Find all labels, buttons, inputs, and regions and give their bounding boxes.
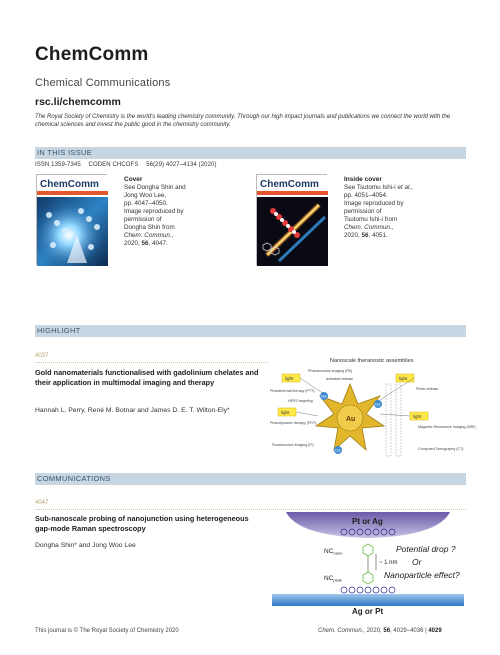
svg-text:Gd: Gd xyxy=(335,447,341,453)
intro-text: The Royal Society of Chemistry is the world's leading chemistry community. Through our high impact journals and publications we connect the world with the chemical sciences and invest the public good in the chemistry community. xyxy=(35,114,451,128)
issn: ISSN 1359-7345 xyxy=(35,162,81,168)
communication-authors: Dongha Shin* and Jong Woo Lee xyxy=(35,542,136,549)
svg-text:~ 1 nm: ~ 1 nm xyxy=(379,560,398,566)
svg-text:Pt or Ag: Pt or Ag xyxy=(352,517,383,526)
inside-cover-line-first: See Tsutomu Ishi-i et al., xyxy=(344,184,413,191)
svg-text:activated release: activated release xyxy=(326,377,354,381)
svg-text:Nanoscale theranostic assembli: Nanoscale theranostic assemblies xyxy=(330,358,414,364)
svg-text:Gd: Gd xyxy=(321,393,327,399)
journal-brand: ChemComm xyxy=(35,44,149,65)
svg-text:Photo-release: Photo-release xyxy=(416,387,439,391)
communication-page-number[interactable]: 4047 xyxy=(35,500,49,506)
svg-text:Magnetic Resonance Imaging (MR: Magnetic Resonance Imaging (MRI) xyxy=(418,425,476,429)
section-band-in-this-issue: IN THIS ISSUE xyxy=(35,147,466,159)
communication-graphical-abstract[interactable] xyxy=(268,510,468,616)
svg-text:Photothermal therapy (PTT): Photothermal therapy (PTT) xyxy=(270,389,315,393)
svg-text:Or: Or xyxy=(412,557,422,567)
svg-text:HER2 targeting: HER2 targeting xyxy=(288,399,313,403)
svg-text:Gd: Gd xyxy=(375,401,381,407)
highlight-graphical-abstract[interactable] xyxy=(268,354,476,468)
highlight-article-title[interactable]: Gold nanomaterials functionalised with gadolinium chelates and their application in multimodal imaging and therapy xyxy=(35,368,259,387)
volume-info: 56(29) 4027–4134 (2020) xyxy=(146,162,217,168)
svg-text:NCplate: $NC_{plate}$ xyxy=(324,575,343,583)
footer-copyright: This journal is © The Royal Society of Chemistry 2020 xyxy=(35,628,179,634)
svg-text:Au: Au xyxy=(346,416,356,423)
journal-url[interactable]: rsc.li/chemcomm xyxy=(35,96,121,108)
journal-subtitle: Chemical Communications xyxy=(35,77,171,89)
cover-thumb-title: ChemComm xyxy=(40,179,99,190)
svg-text:light: light xyxy=(285,376,294,381)
highlight-page-number[interactable]: 4037 xyxy=(35,353,49,359)
svg-text:Fluorescence imaging (FI): Fluorescence imaging (FI) xyxy=(272,443,314,447)
inside-cover-label: Inside cover xyxy=(344,176,382,183)
cover-thumbnail[interactable] xyxy=(36,174,107,265)
communication-article-title[interactable]: Sub-nanoscale probing of nanojunction using heterogeneous gap-mode Raman spectroscopy xyxy=(35,514,249,533)
inside-cover-thumb-title: ChemComm xyxy=(260,179,319,190)
svg-text:Photodynamic therapy (PDT): Photodynamic therapy (PDT) xyxy=(270,421,317,425)
issue-identifiers xyxy=(35,162,223,168)
section-band-communications: COMMUNICATIONS xyxy=(35,473,466,485)
svg-text:light: light xyxy=(281,410,290,415)
svg-text:NCnano: $NC_{nano}$ xyxy=(324,548,343,556)
svg-text:Ag or Pt: Ag or Pt xyxy=(352,607,384,616)
footer-citation: Chem. Commun., 2020, 56, 4029–4036 | 4029 xyxy=(318,628,442,634)
inside-cover-thumbnail[interactable] xyxy=(256,174,327,265)
svg-text:Nanoparticle effect?: Nanoparticle effect? xyxy=(384,570,460,580)
svg-text:Photoacoustic imaging (PA): Photoacoustic imaging (PA) xyxy=(308,369,353,373)
svg-text:light: light xyxy=(413,414,422,419)
cover-label: Cover xyxy=(124,176,143,183)
inside-cover-description: See Tsutomu Ishi-i et al., pp. 4051–4054. Image reproduced by permission of Tsutomu Ishi-i from Chem. Commun., 2020, 56, 4051. xyxy=(344,184,444,240)
svg-text:light: light xyxy=(399,376,408,381)
section-band-highlight: HIGHLIGHT xyxy=(35,325,466,337)
highlight-authors: Hannah L. Perry, René M. Botnar and James D. E. T. Wilton-Ely* xyxy=(35,407,230,414)
svg-text:Computed Tomography (CT): Computed Tomography (CT) xyxy=(418,447,464,451)
svg-text:Potential drop ?: Potential drop ? xyxy=(396,544,456,554)
coden: CODEN CHCOFS xyxy=(88,162,139,168)
footer-page-number: 4029 xyxy=(428,628,442,634)
cover-description: See Dongha Shin and Jong Woo Lee, pp. 4047–4050. Image reproduced by permission of Dongha Shin from Chem. Commun., 2020, 56, 4047. xyxy=(124,184,186,247)
